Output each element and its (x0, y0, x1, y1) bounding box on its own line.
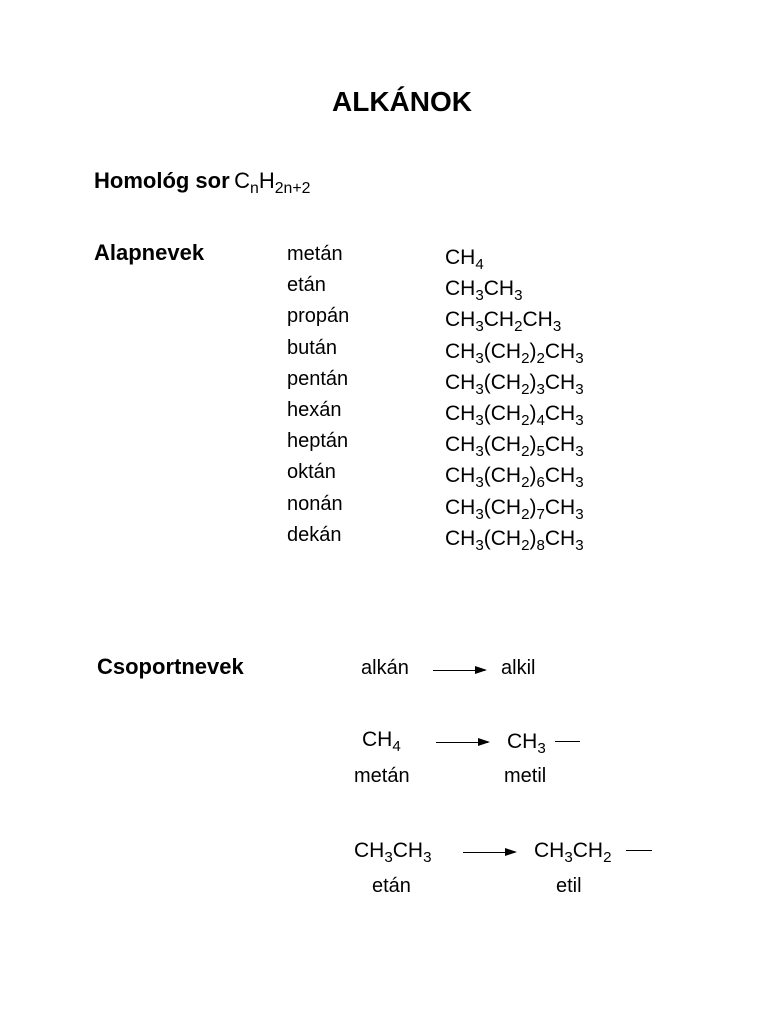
formula-group: CH (483, 277, 515, 301)
formula-group: ) (529, 402, 537, 425)
formula-subscript: 6 (536, 474, 545, 492)
formula-group: CH (445, 495, 476, 519)
ex2-from-a-sub: 3 (384, 848, 393, 866)
formula-group: CH (544, 433, 576, 457)
ex2-arrow (463, 852, 515, 853)
formula-subscript: 3 (475, 349, 484, 367)
formula-subscript: 4 (536, 411, 545, 429)
formula-subscript: 2 (521, 474, 530, 492)
formula-group: CH (445, 246, 476, 269)
formula-group: (CH (483, 339, 522, 363)
ex2-to-a-sub: 3 (564, 848, 573, 866)
formula-subscript: 3 (575, 505, 584, 523)
alkane-formula (445, 402, 584, 429)
formula-subscript: 3 (536, 380, 545, 398)
formula-group: CH (544, 370, 576, 394)
formula-subscript: 3 (575, 536, 584, 554)
formula-group: CH (445, 370, 476, 394)
formula-subscript: 3 (514, 287, 523, 305)
formula-subscript: 7 (536, 505, 545, 523)
ex2-bond-line (626, 850, 652, 851)
formula-subscript: 3 (475, 443, 484, 461)
alkane-name: pentán (287, 367, 349, 390)
alkane-name: metán (287, 243, 343, 265)
formula-group: CH (522, 308, 553, 332)
formula-group: CH (544, 526, 576, 550)
ex2-to-formula (534, 839, 612, 866)
formula-group: ) (529, 339, 537, 363)
formula-subscript: 2 (521, 380, 530, 398)
page-title: ALKÁNOK (332, 86, 472, 117)
alkane-name: oktán (287, 461, 336, 484)
formula-n-sub: n (250, 180, 259, 198)
ex1-bond-line (555, 741, 580, 742)
ex2-from-b-sub: 3 (423, 848, 432, 866)
formula-group: CH (445, 526, 476, 550)
formula-group: CH (483, 308, 515, 332)
formula-group: CH (445, 277, 476, 301)
formula-group: ) (529, 526, 537, 550)
formula-c: C (234, 168, 251, 193)
formula-group: ) (529, 370, 537, 394)
ex1-from-name: metán (354, 765, 410, 787)
alkane-formula (445, 370, 584, 398)
ex1-to-name: metil (504, 765, 547, 787)
formula-subscript: 3 (475, 380, 484, 398)
formula-group: CH (445, 308, 476, 332)
alkane-formula (445, 464, 584, 492)
ex1-arrow (436, 742, 488, 743)
ex2-to-b: CH (572, 839, 604, 862)
alkane-name: etán (287, 274, 326, 297)
alkane-name: heptán (287, 430, 349, 453)
general-from: alkán (361, 657, 409, 679)
ex2-to-a: CH (534, 839, 565, 862)
general-to: alkil (501, 657, 536, 679)
formula-subscript: 5 (536, 443, 545, 461)
formula-group: CH (445, 464, 476, 488)
formula-subscript: 3 (575, 349, 584, 367)
ex2-to-b-sub: 2 (603, 848, 612, 866)
alapnevek-label: Alapnevek (94, 240, 205, 265)
alkane-formula (445, 495, 584, 523)
ex1-from-a: CH (362, 728, 393, 751)
ex2-from-a: CH (354, 839, 385, 862)
alkane-name: hexán (287, 399, 342, 421)
formula-group: CH (544, 402, 576, 425)
alkane-name: bután (287, 336, 338, 359)
formula-subscript: 8 (536, 536, 545, 554)
formula-subscript: 2 (521, 443, 530, 461)
formula-group: (CH (483, 433, 522, 457)
homolog-row (94, 168, 311, 198)
general-arrow (433, 670, 485, 671)
formula-group: (CH (483, 464, 522, 488)
formula-subscript: 3 (475, 287, 484, 305)
formula-subscript: 2 (521, 536, 530, 554)
ex1-to-a: CH (507, 730, 538, 753)
formula-subscript: 2 (521, 411, 530, 429)
formula-group: CH (445, 339, 476, 363)
csoportnevek-label: Csoportnevek (97, 654, 244, 679)
ex1-to-a-sub: 3 (537, 739, 546, 757)
ex1-from-formula (362, 728, 401, 755)
formula-subscript: 3 (475, 536, 484, 554)
formula-subscript: 3 (475, 505, 484, 523)
alkane-formula (445, 246, 484, 273)
alkane-formula (445, 526, 584, 554)
ex1-to-formula (507, 730, 546, 757)
formula-group: (CH (483, 526, 522, 550)
formula-group: CH (544, 464, 576, 488)
formula-subscript: 3 (575, 443, 584, 461)
alkane-formula (445, 433, 584, 461)
formula-group: (CH (483, 495, 522, 519)
formula-group: CH (445, 433, 476, 457)
formula-h: H (258, 168, 275, 193)
alkane-formula (445, 308, 562, 336)
formula-group: CH (445, 402, 476, 425)
formula-subscript: 2 (514, 318, 523, 336)
formula-subscript: 3 (475, 318, 484, 336)
formula-subscript: 3 (475, 411, 484, 429)
alkane-name: dekán (287, 523, 342, 546)
alkane-name: propán (287, 305, 350, 328)
alkane-formula (445, 277, 523, 305)
ex2-from-b: CH (392, 839, 424, 862)
formula-group: CH (544, 495, 576, 519)
formula-subscript: 3 (575, 380, 584, 398)
formula-group: CH (544, 339, 576, 363)
formula-group: (CH (483, 402, 522, 425)
formula-group: ) (529, 464, 537, 488)
ex2-to-name: etil (556, 875, 582, 897)
formula-subscript: 4 (475, 255, 484, 273)
formula-subscript: 3 (575, 411, 584, 429)
formula-subscript: 2 (536, 349, 545, 367)
formula-subscript: 3 (575, 474, 584, 492)
formula-h-sub: 2n+2 (274, 180, 311, 198)
formula-group: ) (529, 495, 537, 519)
formula-subscript: 3 (552, 318, 562, 336)
ex2-from-name: etán (372, 875, 411, 897)
homolog-formula (234, 168, 311, 198)
ex1-from-a-sub: 4 (392, 737, 401, 755)
ex2-from-formula (354, 839, 432, 866)
alkane-formula (445, 339, 584, 367)
formula-subscript: 3 (475, 474, 484, 492)
homolog-label: Homológ sor (94, 168, 230, 193)
formula-group: (CH (483, 370, 522, 394)
formula-group: ) (529, 433, 537, 457)
formula-subscript: 2 (521, 349, 530, 367)
formula-subscript: 2 (521, 505, 530, 523)
alkane-name: nonán (287, 492, 343, 515)
